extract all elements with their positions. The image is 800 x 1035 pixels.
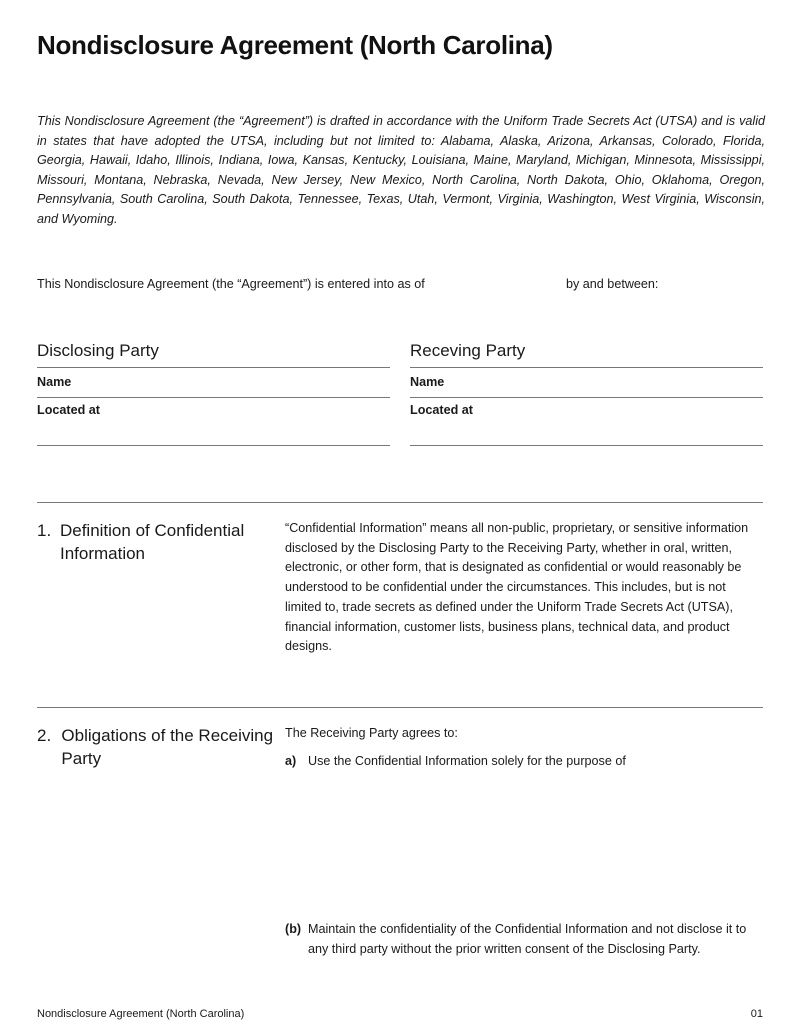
section-2-title (37, 724, 277, 770)
footer-title: Nondisclosure Agreement (North Carolina) (37, 1008, 245, 1020)
disclosing-party-location-field[interactable] (37, 398, 390, 446)
section-divider (37, 707, 763, 708)
item-marker: (b) (285, 922, 302, 936)
entered-into-text: This Nondisclosure Agreement (the “Agreement”) is entered into as of (37, 277, 425, 291)
disclosing-party-block (37, 341, 390, 446)
name-label: Name (410, 375, 445, 389)
by-and-between-text: by and between: (566, 277, 659, 291)
obligation-item-b (285, 920, 760, 959)
item-text: Use the Confidential Information solely for the purpose of (308, 754, 626, 768)
disclosing-party-heading: Disclosing Party (37, 341, 390, 368)
intro-paragraph: This Nondisclosure Agreement (the “Agreement”) is drafted in accordance with the Uniform Trade Secrets Act (UTSA) and is valid in states that have adopted the UTSA, including but not limited to: Alabama, Alaska, Arizona, Arkansas, Colorado, Florida, Georgia, Hawaii, Idaho, Illinois, Indiana, Iowa, Kansas, Kentucky, Louisiana, Maine, Maryland, Michigan, Minnesota, Mississippi, Missouri, Montana, Nebraska, Nevada, New Jersey, New Mexico, North Carolina, North Dakota, Ohio, Oklahoma, Oregon, Pennsylvania, South Carolina, South Dakota, Tennessee, Texas, Utah, Vermont, Virginia, Washington, West Virginia, Wisconsin, and Wyoming. (37, 114, 765, 226)
section-number: 2. (37, 726, 52, 745)
date-field[interactable] (450, 274, 560, 294)
section-1-body: “Confidential Information” means all non-public, proprietary, or sensitive information disclosed by the Disclosing Party to the Receiving Party, whether in oral, written, electronic, or other form, that is designated as confidential or would reasonably be understood to be confidential under the circumstances. This includes, but is not limited to, trade secrets as defined under the Uniform Trade Secrets Act (UTSA), financial information, customer lists, business plans, technical data, and product designs. (285, 521, 749, 654)
purpose-field[interactable] (285, 775, 760, 915)
receiving-party-block (410, 341, 763, 446)
receiving-party-location-field[interactable] (410, 398, 763, 446)
section-title-text: Definition of Confidential Information (59, 521, 245, 563)
section-number: 1. (37, 521, 52, 540)
name-label: Name (37, 375, 72, 389)
item-text: Maintain the confidentiality of the Confidential Information and not disclose it to any third party without the prior written consent of the Disclosing Party. (308, 922, 747, 956)
obligation-item-a (285, 752, 760, 772)
section-divider (37, 502, 763, 503)
page-number: 01 (750, 1008, 763, 1020)
document-title: Nondisclosure Agreement (North Carolina) (37, 30, 553, 60)
item-marker: a) (285, 754, 297, 768)
disclosing-party-name-field[interactable] (37, 368, 390, 398)
receiving-party-heading: Receving Party (410, 341, 763, 368)
section-title-text: Obligations of the Receiving Party (61, 726, 274, 768)
receiving-party-name-field[interactable] (410, 368, 763, 398)
location-label: Located at (410, 403, 473, 417)
section-2-intro: The Receiving Party agrees to: (285, 726, 458, 740)
section-1-title (37, 519, 277, 565)
location-label: Located at (37, 403, 100, 417)
